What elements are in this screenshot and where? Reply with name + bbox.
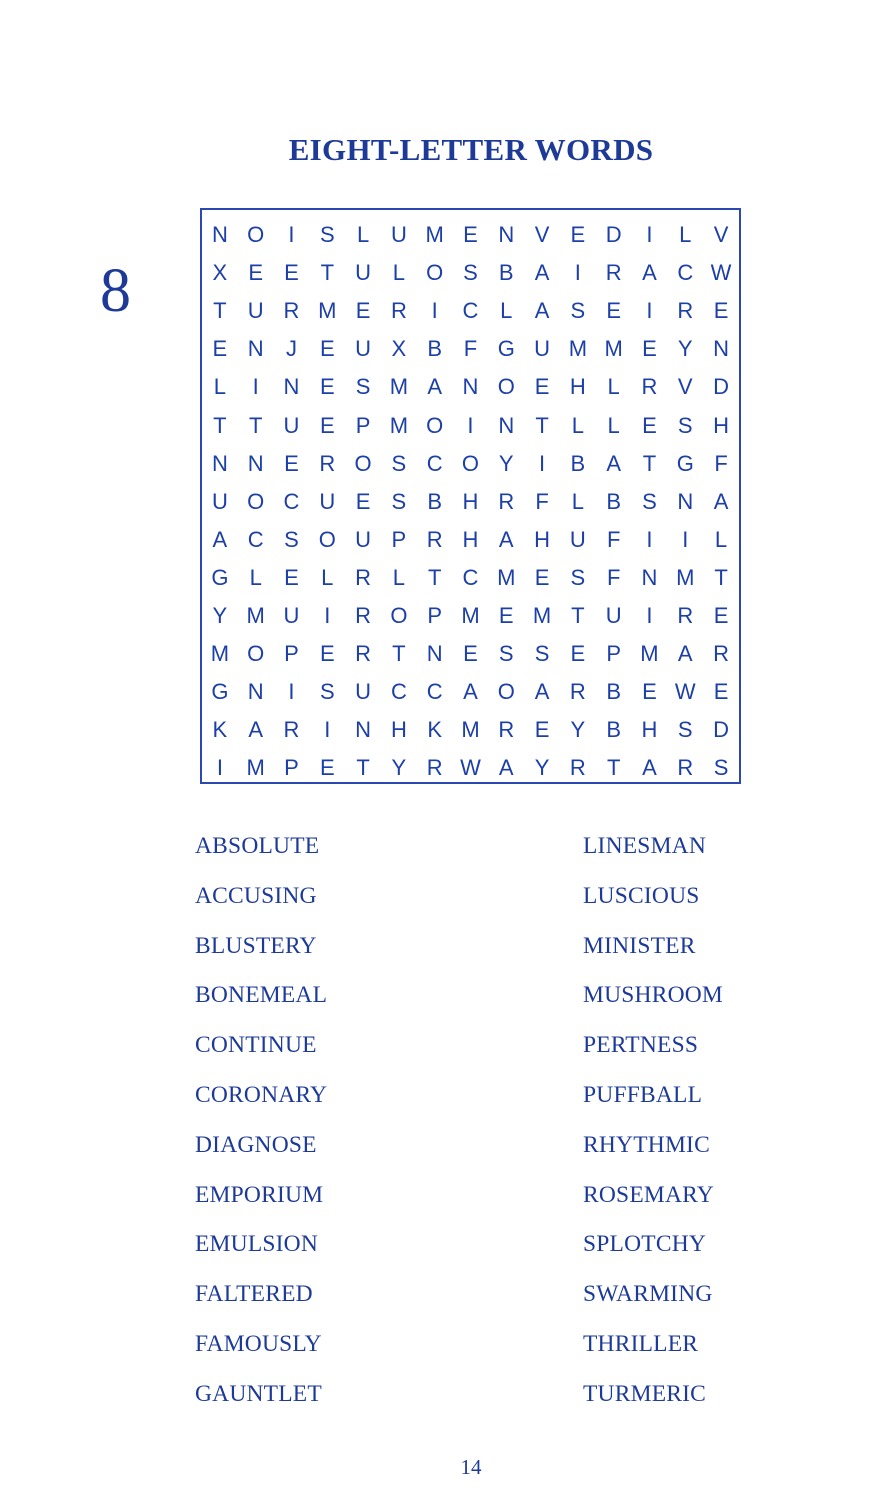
grid-letter: J <box>285 336 297 362</box>
grid-letter: O <box>426 260 444 286</box>
grid-letter: R <box>677 755 694 781</box>
grid-letter: R <box>605 260 622 286</box>
grid-letter: E <box>534 374 550 400</box>
grid-letter: P <box>284 755 299 781</box>
grid-letter: M <box>246 755 265 781</box>
word-list-item: RHYTHMIC <box>583 1131 710 1158</box>
grid-letter: E <box>570 641 586 667</box>
grid-letter: S <box>713 755 729 781</box>
grid-letter: A <box>606 450 621 476</box>
grid-letter: S <box>391 450 407 476</box>
grid-letter: A <box>642 260 657 286</box>
grid-letter: A <box>498 526 514 552</box>
grid-letter: T <box>642 450 657 476</box>
grid-letter: M <box>389 374 409 400</box>
grid-letter: K <box>212 717 228 743</box>
grid-letter: E <box>355 298 371 324</box>
grid-letter: E <box>319 412 335 438</box>
grid-row <box>202 216 739 254</box>
grid-letter: L <box>500 298 513 324</box>
grid-letter: H <box>569 374 586 400</box>
word-list-item: EMULSION <box>195 1231 319 1258</box>
grid-letter: E <box>319 641 335 667</box>
grid-letter: S <box>677 717 693 743</box>
grid-row <box>202 673 739 711</box>
grid-letter: T <box>535 412 549 438</box>
grid-letter: T <box>356 755 370 781</box>
grid-letter: T <box>213 412 227 438</box>
grid-letter: O <box>247 641 265 667</box>
grid-letter: M <box>210 641 230 667</box>
word-list-item: GAUNTLET <box>195 1380 322 1407</box>
grid-letter: T <box>606 755 621 781</box>
grid-letter: N <box>641 564 658 590</box>
grid-letter: N <box>677 488 694 514</box>
grid-letter: A <box>463 679 478 705</box>
grid-letter: R <box>569 755 586 781</box>
grid-letter: P <box>284 641 299 667</box>
grid-letter: L <box>392 260 405 286</box>
grid-letter: G <box>211 564 229 590</box>
grid-letter: T <box>320 260 335 286</box>
grid-letter: O <box>497 374 515 400</box>
grid-letter: I <box>324 717 331 743</box>
grid-letter: B <box>427 336 443 362</box>
grid-letter: N <box>283 374 300 400</box>
grid-row <box>202 559 739 597</box>
grid-letter: N <box>247 336 264 362</box>
grid-letter: C <box>462 298 479 324</box>
grid-letter: I <box>431 298 438 324</box>
grid-letter: E <box>284 450 299 476</box>
grid-row <box>202 368 739 406</box>
word-list-item: TURMERIC <box>583 1380 707 1407</box>
grid-letter: E <box>319 755 335 781</box>
grid-letter: I <box>288 222 295 248</box>
grid-letter: B <box>606 717 621 743</box>
grid-letter: O <box>318 526 336 552</box>
grid-letter: R <box>355 602 372 628</box>
grid-letter: E <box>534 717 550 743</box>
grid-letter: S <box>391 488 407 514</box>
word-list-item: LUSCIOUS <box>583 882 700 909</box>
grid-letter: I <box>646 298 653 324</box>
grid-letter: E <box>642 412 657 438</box>
grid-letter: R <box>713 641 729 667</box>
grid-letter: O <box>426 412 444 438</box>
grid-letter: M <box>461 717 480 743</box>
grid-letter: I <box>252 374 259 400</box>
word-list-item: FALTERED <box>195 1281 313 1308</box>
word-list-item: BONEMEAL <box>195 982 328 1009</box>
grid-letter: L <box>213 374 227 400</box>
grid-letter: E <box>713 679 729 705</box>
grid-row <box>202 254 739 292</box>
grid-letter: U <box>247 298 264 324</box>
grid-letter: S <box>498 641 514 667</box>
grid-letter: M <box>640 641 659 667</box>
word-list-item: BLUSTERY <box>195 932 317 959</box>
grid-letter: L <box>571 412 584 438</box>
word-list-item: SPLOTCHY <box>583 1231 707 1258</box>
word-list-item: CONTINUE <box>195 1032 317 1059</box>
grid-letter: L <box>714 526 728 552</box>
grid-letter: S <box>319 222 335 248</box>
grid-letter: N <box>713 336 729 362</box>
grid-letter: T <box>248 412 263 438</box>
grid-letter: W <box>674 679 696 705</box>
grid-letter: L <box>571 488 584 514</box>
grid-letter: B <box>606 679 621 705</box>
grid-letter: I <box>216 755 223 781</box>
grid-letter: E <box>463 222 478 248</box>
grid-letter: E <box>248 260 264 286</box>
grid-letter: N <box>211 222 228 248</box>
word-list-item: THRILLER <box>583 1330 699 1357</box>
grid-letter: S <box>284 526 299 552</box>
grid-letter: E <box>284 564 299 590</box>
word-list-item: DIAGNOSE <box>195 1131 317 1158</box>
grid-letter: E <box>212 336 228 362</box>
grid-letter: I <box>467 412 474 438</box>
grid-letter: T <box>571 602 585 628</box>
grid-letter: S <box>642 488 657 514</box>
grid-row <box>202 711 739 749</box>
grid-letter: R <box>569 679 586 705</box>
grid-letter: A <box>248 717 264 743</box>
grid-letter: P <box>391 526 407 552</box>
grid-letter: R <box>677 298 694 324</box>
grid-letter: H <box>462 526 479 552</box>
grid-letter: W <box>710 260 732 286</box>
grid-letter: U <box>283 602 300 628</box>
grid-row <box>202 521 739 559</box>
grid-letter: I <box>646 222 653 248</box>
grid-letter: I <box>574 260 581 286</box>
grid-letter: U <box>355 260 372 286</box>
grid-letter: E <box>534 564 550 590</box>
grid-letter: E <box>355 488 371 514</box>
grid-letter: C <box>247 526 264 552</box>
grid-letter: U <box>534 336 551 362</box>
puzzle-title: EIGHT-LETTER WORDS <box>288 132 654 167</box>
grid-letter: A <box>212 526 228 552</box>
grid-letter: L <box>607 374 620 400</box>
grid-letter: N <box>498 412 515 438</box>
grid-letter: C <box>462 564 479 590</box>
grid-letter: M <box>497 564 516 590</box>
grid-row <box>202 483 739 521</box>
word-search-grid <box>202 216 739 787</box>
grid-letter: Y <box>498 450 514 476</box>
grid-letter: U <box>355 336 372 362</box>
grid-letter: F <box>606 564 621 590</box>
grid-letter: Y <box>677 336 693 362</box>
grid-letter: R <box>426 526 443 552</box>
grid-letter: M <box>246 602 265 628</box>
grid-letter: R <box>498 717 515 743</box>
grid-letter: L <box>249 564 262 590</box>
word-list-right <box>583 828 723 1426</box>
grid-letter: L <box>392 564 405 590</box>
grid-letter: S <box>534 641 550 667</box>
grid-letter: A <box>677 641 693 667</box>
grid-letter: Y <box>570 717 586 743</box>
grid-letter: B <box>570 450 586 476</box>
grid-letter: C <box>390 679 407 705</box>
grid-letter: D <box>713 374 729 400</box>
grid-letter: V <box>713 222 729 248</box>
grid-letter: W <box>460 755 481 781</box>
word-list-item: ACCUSING <box>195 882 317 909</box>
grid-letter: N <box>247 450 264 476</box>
grid-letter: T <box>392 641 406 667</box>
word-list-item: MINISTER <box>583 932 696 959</box>
page-number: 14 <box>460 1455 482 1479</box>
word-list-item: ROSEMARY <box>583 1181 714 1208</box>
grid-letter: L <box>321 564 334 590</box>
word-list-left <box>195 828 327 1426</box>
word-list-item: FAMOUSLY <box>195 1330 322 1357</box>
grid-letter: R <box>319 450 336 476</box>
grid-letter: T <box>427 564 442 590</box>
grid-letter: H <box>641 717 658 743</box>
grid-letter: I <box>288 679 295 705</box>
grid-letter: G <box>497 336 515 362</box>
grid-letter: F <box>463 336 478 362</box>
word-list-item: CORONARY <box>195 1081 328 1108</box>
grid-row <box>202 292 739 330</box>
grid-letter: E <box>606 298 621 324</box>
grid-letter: R <box>355 564 372 590</box>
grid-letter: O <box>247 488 265 514</box>
grid-letter: E <box>319 374 335 400</box>
grid-letter: F <box>535 488 549 514</box>
grid-letter: C <box>283 488 300 514</box>
word-list-item: PUFFBALL <box>583 1081 703 1108</box>
word-list-item: MUSHROOM <box>583 982 724 1009</box>
grid-letter: R <box>426 755 443 781</box>
word-list-item: SWARMING <box>583 1281 713 1308</box>
grid-letter: U <box>211 488 228 514</box>
grid-letter: H <box>713 412 729 438</box>
grid-row <box>202 406 739 444</box>
word-search-grid-frame <box>200 208 741 784</box>
grid-letter: X <box>212 260 228 286</box>
grid-letter: U <box>355 679 372 705</box>
grid-letter: G <box>676 450 694 476</box>
grid-letter: E <box>713 298 729 324</box>
grid-letter: O <box>354 450 372 476</box>
grid-letter: E <box>570 222 586 248</box>
grid-letter: P <box>355 412 371 438</box>
grid-letter: M <box>568 336 588 362</box>
grid-letter: I <box>682 526 689 552</box>
grid-letter: B <box>606 488 621 514</box>
grid-letter: M <box>389 412 409 438</box>
grid-letter: L <box>607 412 620 438</box>
grid-letter: U <box>605 602 622 628</box>
grid-letter: R <box>283 717 300 743</box>
grid-letter: S <box>355 374 371 400</box>
grid-letter: A <box>534 679 550 705</box>
grid-row <box>202 330 739 368</box>
grid-letter: M <box>425 222 444 248</box>
word-list-item: ABSOLUTE <box>195 833 320 859</box>
grid-letter: O <box>461 450 480 476</box>
puzzle-number: 8 <box>100 257 131 325</box>
grid-letter: C <box>426 450 443 476</box>
grid-letter: U <box>319 488 336 514</box>
grid-letter: K <box>427 717 443 743</box>
grid-letter: S <box>319 679 335 705</box>
grid-letter: H <box>462 488 479 514</box>
grid-letter: N <box>426 641 443 667</box>
grid-letter: Y <box>212 602 228 628</box>
grid-letter: R <box>498 488 515 514</box>
grid-letter: G <box>211 679 229 705</box>
grid-letter: I <box>646 526 653 552</box>
grid-letter: E <box>284 260 299 286</box>
grid-letter: E <box>319 336 335 362</box>
grid-letter: A <box>427 374 443 400</box>
grid-letter: R <box>355 641 372 667</box>
grid-letter: C <box>426 679 443 705</box>
grid-letter: D <box>713 717 729 743</box>
grid-letter: M <box>318 298 337 324</box>
grid-letter: O <box>497 679 515 705</box>
grid-letter: A <box>642 755 657 781</box>
grid-row <box>202 749 739 787</box>
grid-letter: Y <box>391 755 407 781</box>
grid-letter: A <box>498 755 514 781</box>
grid-letter: E <box>463 641 478 667</box>
grid-letter: S <box>570 298 586 324</box>
grid-letter: X <box>391 336 407 362</box>
grid-letter: B <box>427 488 443 514</box>
grid-letter: U <box>283 412 300 438</box>
grid-letter: R <box>677 602 694 628</box>
grid-letter: R <box>390 298 407 324</box>
grid-letter: N <box>462 374 479 400</box>
grid-letter: H <box>390 717 407 743</box>
grid-letter: N <box>211 450 228 476</box>
grid-letter: F <box>714 450 728 476</box>
grid-letter: E <box>498 602 514 628</box>
grid-letter: S <box>570 564 586 590</box>
grid-letter: C <box>677 260 694 286</box>
grid-letter: U <box>390 222 407 248</box>
grid-letter: M <box>676 564 695 590</box>
grid-letter: A <box>534 260 550 286</box>
grid-letter: V <box>534 222 550 248</box>
grid-letter: P <box>427 602 443 628</box>
grid-letter: O <box>247 222 265 248</box>
grid-letter: R <box>283 298 300 324</box>
grid-letter: N <box>247 679 264 705</box>
word-list-item: EMPORIUM <box>195 1181 324 1208</box>
grid-letter: M <box>604 336 623 362</box>
grid-row <box>202 597 739 635</box>
word-list-item: PERTNESS <box>583 1032 699 1059</box>
word-list-item: LINESMAN <box>583 833 707 859</box>
grid-letter: E <box>642 336 657 362</box>
grid-letter: T <box>213 298 227 324</box>
grid-letter: S <box>677 412 693 438</box>
grid-letter: U <box>355 526 372 552</box>
grid-letter: F <box>606 526 621 552</box>
grid-letter: P <box>606 641 621 667</box>
grid-letter: M <box>461 602 480 628</box>
grid-letter: E <box>713 602 729 628</box>
grid-letter: S <box>463 260 478 286</box>
grid-letter: N <box>355 717 372 743</box>
grid-letter: I <box>646 602 653 628</box>
grid-letter: N <box>498 222 515 248</box>
grid-letter: E <box>642 679 657 705</box>
grid-letter: L <box>679 222 692 248</box>
grid-row <box>202 445 739 483</box>
grid-letter: I <box>539 450 546 476</box>
grid-letter: B <box>498 260 514 286</box>
grid-letter: L <box>356 222 370 248</box>
grid-letter: A <box>534 298 550 324</box>
grid-letter: T <box>714 564 728 590</box>
grid-letter: I <box>324 602 331 628</box>
grid-letter: A <box>713 488 729 514</box>
grid-letter: H <box>534 526 551 552</box>
grid-letter: D <box>605 222 622 248</box>
grid-letter: O <box>390 602 408 628</box>
grid-letter: M <box>532 602 552 628</box>
grid-letter: U <box>569 526 586 552</box>
grid-letter: Y <box>534 755 550 781</box>
grid-row <box>202 635 739 673</box>
grid-letter: V <box>677 374 693 400</box>
grid-letter: R <box>641 374 658 400</box>
